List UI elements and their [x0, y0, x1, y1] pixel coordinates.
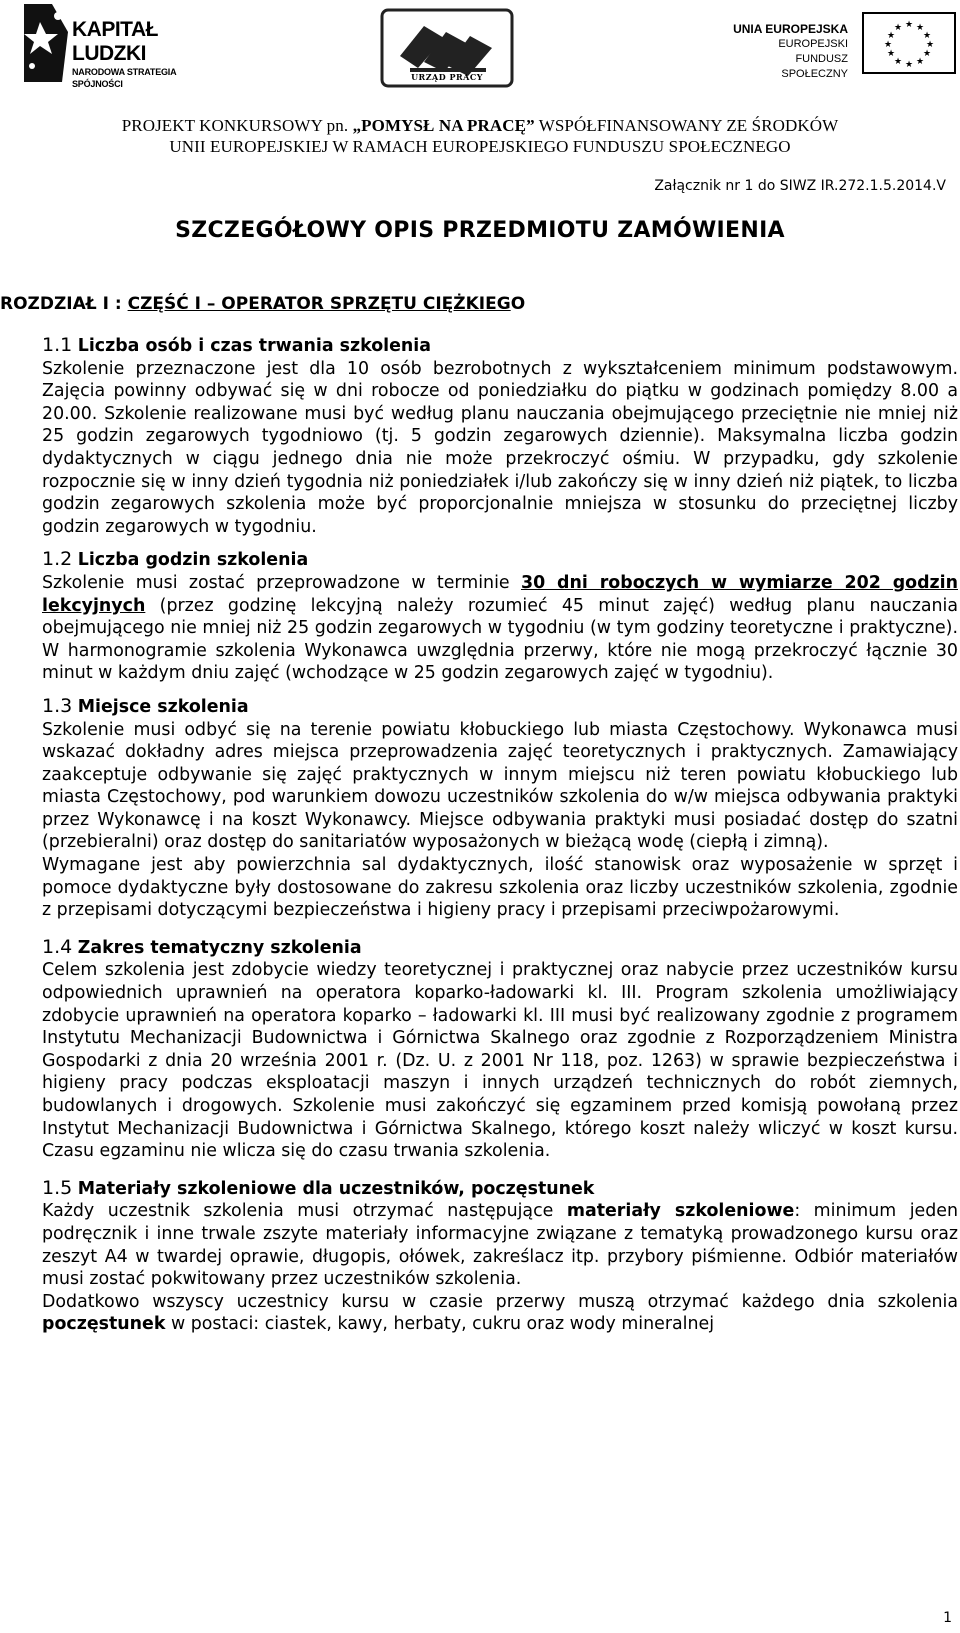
- section-title: Liczba osób i czas trwania szkolenia: [77, 336, 431, 356]
- svg-text:★: ★: [915, 23, 925, 33]
- chapter-title: CZĘŚĆ I – OPERATOR SPRZĘTU CIĘŻKIEG: [127, 294, 511, 314]
- project-line-2: UNII EUROPEJSKIEJ W RAMACH EUROPEJSKIEGO FUNDUSZU SPOŁECZNEGO: [169, 137, 791, 156]
- text-run: Dodatkowo wszyscy uczestnicy kursu w czasie przerwy muszą otrzymać każdego dnia szkolenia: [42, 1291, 958, 1312]
- svg-text:★: ★: [893, 57, 903, 67]
- document-body: [42, 334, 958, 1336]
- section-heading: [42, 695, 958, 719]
- text-run: w postaci: ciastek, kawy, herbaty, cukru oraz wody mineralnej: [165, 1314, 715, 1335]
- ue-line-1: UNIA EUROPEJSKA: [733, 22, 848, 36]
- svg-text:★: ★: [904, 20, 914, 30]
- kapital-ludzki-logo: [22, 2, 222, 89]
- svg-text:★: ★: [886, 49, 896, 59]
- emphasized-term: poczęstunek: [42, 1314, 166, 1335]
- kapital-ludzki-subtitle: NARODOWA STRATEGIA SPÓJNOŚCI: [72, 67, 177, 89]
- section-paragraph: Szkolenie musi odbyć się na terenie powiatu kłobuckiego lub miasta Częstochowy. Wykonawca musi wskazać dokładny adres miejsca przeprowadzenia zajęć teoretycznych i praktycznych. Zamawiający zaakceptuje odbywanie się zajęć praktycznych w innym miejscu niż teren powiatu kłobuckiego lub miasta Częstochowy, pod warunkiem dowozu uczestników szkolenia do w/w miejsca odbywania praktyki przez Wykonawcę i na koszt Wykonawcy. Miejsce odbywania praktyki musi posiadać dostęp do szatni (przebieralni) oraz dostęp do sanitariatów wyposażonych w bieżącą wodę (ciepłą i zimną).: [42, 719, 958, 853]
- section-title: Liczba godzin szkolenia: [77, 550, 309, 571]
- section-paragraph: [42, 572, 958, 685]
- chapter-prefix: ROZDZIAŁ I :: [0, 294, 128, 314]
- section-number: 1.4: [42, 935, 73, 958]
- ue-line-3: FUNDUSZ SPOŁECZNY: [781, 53, 848, 80]
- section-title: Zakres tematyczny szkolenia: [77, 937, 362, 958]
- emphasized-term: 30 dni roboczych w wymiarze 202 godzin lekcyjnych: [42, 572, 958, 616]
- section-title: Miejsce szkolenia: [77, 696, 249, 717]
- text-run: : minimum jeden podręcznik i inne trwale zszyte materiały informacyjne związane z tematyką prowadzonego kursu oraz zeszyt A4 w twardej oprawie, długopis, ołówek, zakreślacz itp. przybory piśmienne. Odbiór materiałów musi zostać pokwitowany przez uczestników szkolenia.: [42, 1201, 958, 1290]
- svg-text:★: ★: [925, 40, 935, 50]
- project-line-1c: WSPÓŁFINANSOWANY ZE ŚRODKÓW: [534, 116, 839, 135]
- svg-text:★: ★: [886, 31, 896, 41]
- text-run: Szkolenie musi zostać przeprowadzone w terminie: [42, 572, 521, 593]
- ue-line-2: EUROPEJSKI: [778, 38, 848, 50]
- project-line-1a: PROJEKT KONKURSOWY pn.: [121, 116, 353, 135]
- section-number: 1.3: [42, 694, 73, 717]
- section-number: 1.5: [42, 1176, 73, 1199]
- project-header: [0, 115, 960, 157]
- section-paragraph: [42, 1200, 958, 1290]
- svg-text:★: ★: [883, 40, 893, 50]
- section-heading: [42, 1177, 958, 1201]
- section-paragraph: [42, 1291, 958, 1336]
- section-paragraph: Celem szkolenia jest zdobycie wiedzy teoretycznej i praktycznej oraz nabycie przez uczestników kursu odpowiednich uprawnień na operatora koparko-ładowarki kl. III. Program szkolenia umożliwiający zdobycie uprawnień na operatora koparko – ładowarki kl. III musi być realizowany zgodnie z programem Instytutu Mechanizacji Budownictwa i Górnictwa Skalnego oraz zgodnie z Rozporządzeniem Ministra Gospodarki z dnia 20 września 2001 r. (Dz. U. z 2001 Nr 118, poz. 1263) w sprawie bezpieczeństwa i higieny pracy podczas eksploatacji maszyn i innych urządzeń technicznych do robót ziemnych, budowlanych i drogowych. Szkolenie musi zakończyć się egzaminem przed komisją powołaną przez Instytut Mechanizacji Budownictwa i Górnictwa Skalnego, którego koszt należy wliczyć w koszt kursu. Czasu egzaminu nie wlicza się do czasu trwania szkolenia.: [42, 960, 958, 1162]
- text-run: (przez godzinę lekcyjną należy rozumieć 45 minut zajęć) według planu nauczania obejmującego nie mniej niż 25 godzin zegarowych w tygodniu (w tym godziny teoretyczne i praktyczne). W harmonogramie szkolenia Wykonawca uwzględnia przerwy, które nie mogą przekroczyć łącznie 30 minut w każdym dniu zajęć (wchodzące w 25 godzin zegarowych zajęć w tygodniu).: [42, 595, 958, 684]
- chapter-suffix: O: [510, 294, 526, 314]
- kapital-ludzki-title: KAPITAŁ LUDZKI: [72, 18, 158, 65]
- page-number: 1: [943, 1610, 952, 1626]
- chapter-heading: [0, 294, 525, 314]
- eu-flag-icon: [862, 12, 956, 74]
- section-heading: [42, 936, 958, 960]
- section-title: Materiały szkoleniowe dla uczestników, poczęstunek: [77, 1178, 595, 1199]
- unia-europejska-logo: [728, 10, 956, 80]
- svg-text:★: ★: [893, 23, 903, 33]
- section-heading: [42, 334, 958, 358]
- project-name: „POMYSŁ NA PRACĘ”: [352, 116, 535, 135]
- attachment-reference: Załącznik nr 1 do SIWZ IR.272.1.5.2014.V: [654, 178, 946, 194]
- svg-text:★: ★: [915, 57, 925, 67]
- section-paragraph: Wymagane jest aby powierzchnia sal dydaktycznych, ilość stanowisk oraz wyposażenie w sprzęt i pomoce dydaktyczne były dostosowane do zakresu szkolenia oraz liczby uczestników szkolenia, zgodnie z przepisami dotyczącymi bezpieczeństwa i higieny pracy i przepisami przeciwpożarowymi.: [42, 855, 958, 921]
- svg-text:★: ★: [922, 49, 932, 59]
- section-number: 1.2: [42, 548, 73, 571]
- kapital-ludzki-emblem-icon: [22, 2, 72, 84]
- svg-text:★: ★: [922, 31, 932, 41]
- section-heading: [42, 548, 958, 572]
- urzad-pracy-label: URZĄD PRACY: [411, 72, 483, 82]
- document-title: SZCZEGÓŁOWY OPIS PRZEDMIOTU ZAMÓWIENIA: [175, 218, 785, 243]
- text-run: Każdy uczestnik szkolenia musi otrzymać następujące: [42, 1201, 567, 1222]
- section-number: 1.1: [42, 334, 73, 356]
- emphasized-term: materiały szkoleniowe: [566, 1201, 795, 1222]
- urzad-pracy-logo: [380, 8, 514, 88]
- svg-text:★: ★: [904, 60, 914, 70]
- section-paragraph: Szkolenie przeznaczone jest dla 10 osób bezrobotnych z wykształceniem minimum podstawowym. Zajęcia powinny odbywać się w dni robocze od poniedziałku do piątku w godzinach pomiędzy 8.00 a 20.00. Szkolenie realizowane musi być według planu nauczania obejmującego przeciętnie nie mniej niż 25 godzin zegarowych tygodniowo (tj. 5 godzin zegarowych dziennie). Maksymalna liczba godzin dydaktycznych w ciągu jednego dnia nie może przekroczyć ośmiu. W przypadku, gdy szkolenie rozpocznie się w inny dzień tygodnia niż poniedziałek i/lub zakończy się w inny dzień niż piątek, to liczba godzin zegarowych szkolenia może być proporcjonalnie mniejsza w stosunku do przeciętnej liczby godzin zegarowych w tygodniu.: [42, 358, 958, 537]
